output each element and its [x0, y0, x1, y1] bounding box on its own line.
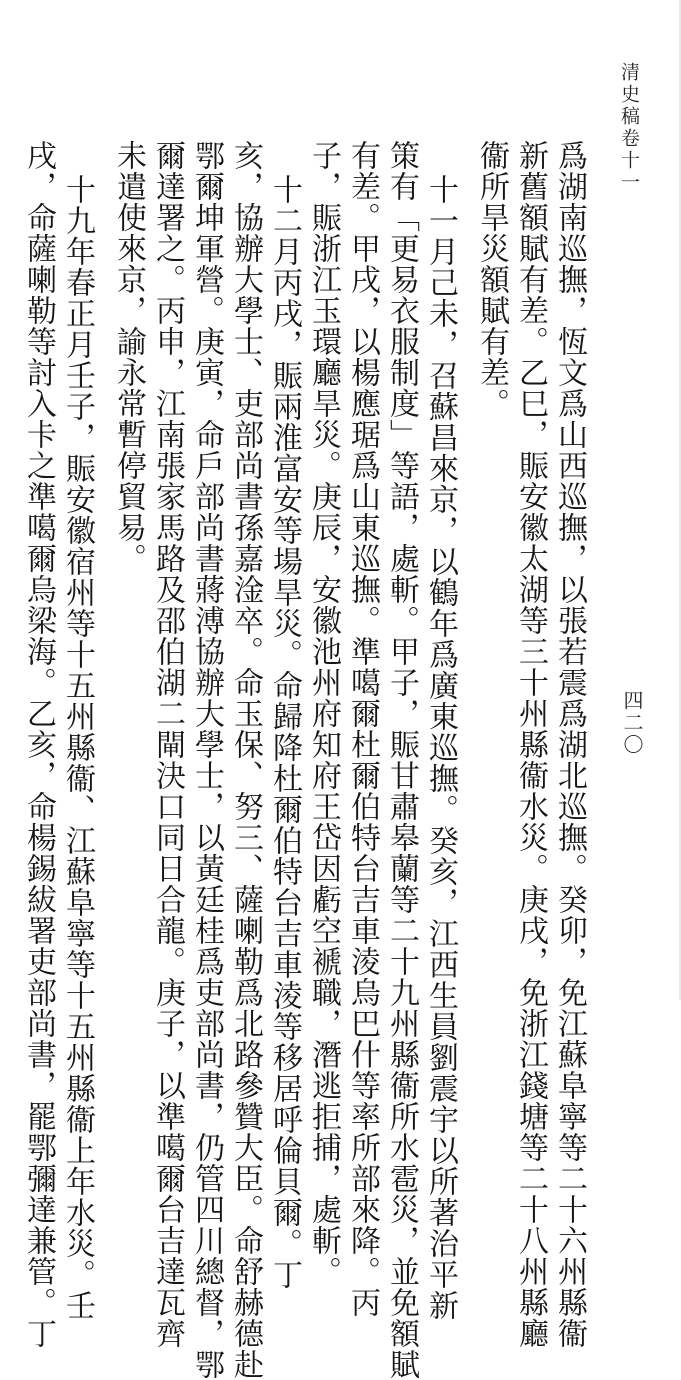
- text-column-paragraph-start: 十二月丙戌，賑兩淮富安等場旱災。命歸降杜爾伯特台吉車淩等移居呼倫貝爾。丁: [267, 174, 302, 1290]
- paragraph-gap: [460, 140, 472, 940]
- text-column: 有差。甲戌，以楊應琚爲山東巡撫。準噶爾杜爾伯特台吉車淩烏巴什等率所部來降。丙: [345, 140, 380, 1318]
- text-column: 策有「更易衣服制度」等語，處斬。甲子，賑甘肅皋蘭等二十九州縣衞所水雹災，並免額賦: [384, 140, 419, 1380]
- text-column-paragraph-start: 十九年春正月壬子，賑安徽宿州等十五州縣衞、江蘇阜寧等十五州縣衞上年水災。壬: [60, 174, 95, 1321]
- text-column-paragraph-start: 十一月己未，召蘇昌來京，以鶴年爲廣東巡撫。癸亥，江西生員劉震宇以所著治平新: [423, 174, 458, 1321]
- text-column: 鄂爾坤軍營。庚寅，命戶部尚書蔣溥協辦大學士，以黃廷桂爲吏部尚書，仍管四川總督，鄂: [189, 140, 224, 1380]
- text-column: 戌，命薩喇勒等討入卡之準噶爾烏梁海。乙亥，命楊錫紱署吏部尚書，罷鄂彌達兼管。丁: [21, 140, 56, 1349]
- text-column: 爾達署之。丙申，江南張家馬路及邵伯湖二閘決口同日合龍。庚子，以準噶爾台吉達瓦齊: [150, 140, 185, 1349]
- text-column: 新舊額賦有差。乙巳，賑安徽太湖等三十州縣衞水災。庚戌，免浙江錢塘等二十八州縣廳: [513, 140, 548, 1349]
- running-head: 清史稿卷十一: [618, 62, 640, 194]
- text-column: 爲湖南巡撫，恆文爲山西巡撫，以張若震爲湖北巡撫。癸卯，免江蘇阜寧等二十六州縣衞: [552, 140, 587, 1349]
- text-column: 未遣使來京，諭永常暫停貿易。: [111, 140, 146, 574]
- text-column: 亥，協辦大學士、吏部尚書孫嘉淦卒。命玉保、努三、薩喇勒爲北路參贊大臣。命舒赫德赴: [228, 140, 263, 1380]
- text-column: 衞所旱災額賦有差。: [474, 140, 509, 419]
- page-number: 四二〇: [620, 690, 644, 756]
- paragraph-gap: [97, 140, 109, 940]
- text-column: 子，賑浙江玉環廳旱災。庚辰，安徽池州府知府王岱因虧空褫職，潛逃拒捕，處斬。: [306, 140, 341, 1287]
- vertical-text-block: [19, 140, 589, 1380]
